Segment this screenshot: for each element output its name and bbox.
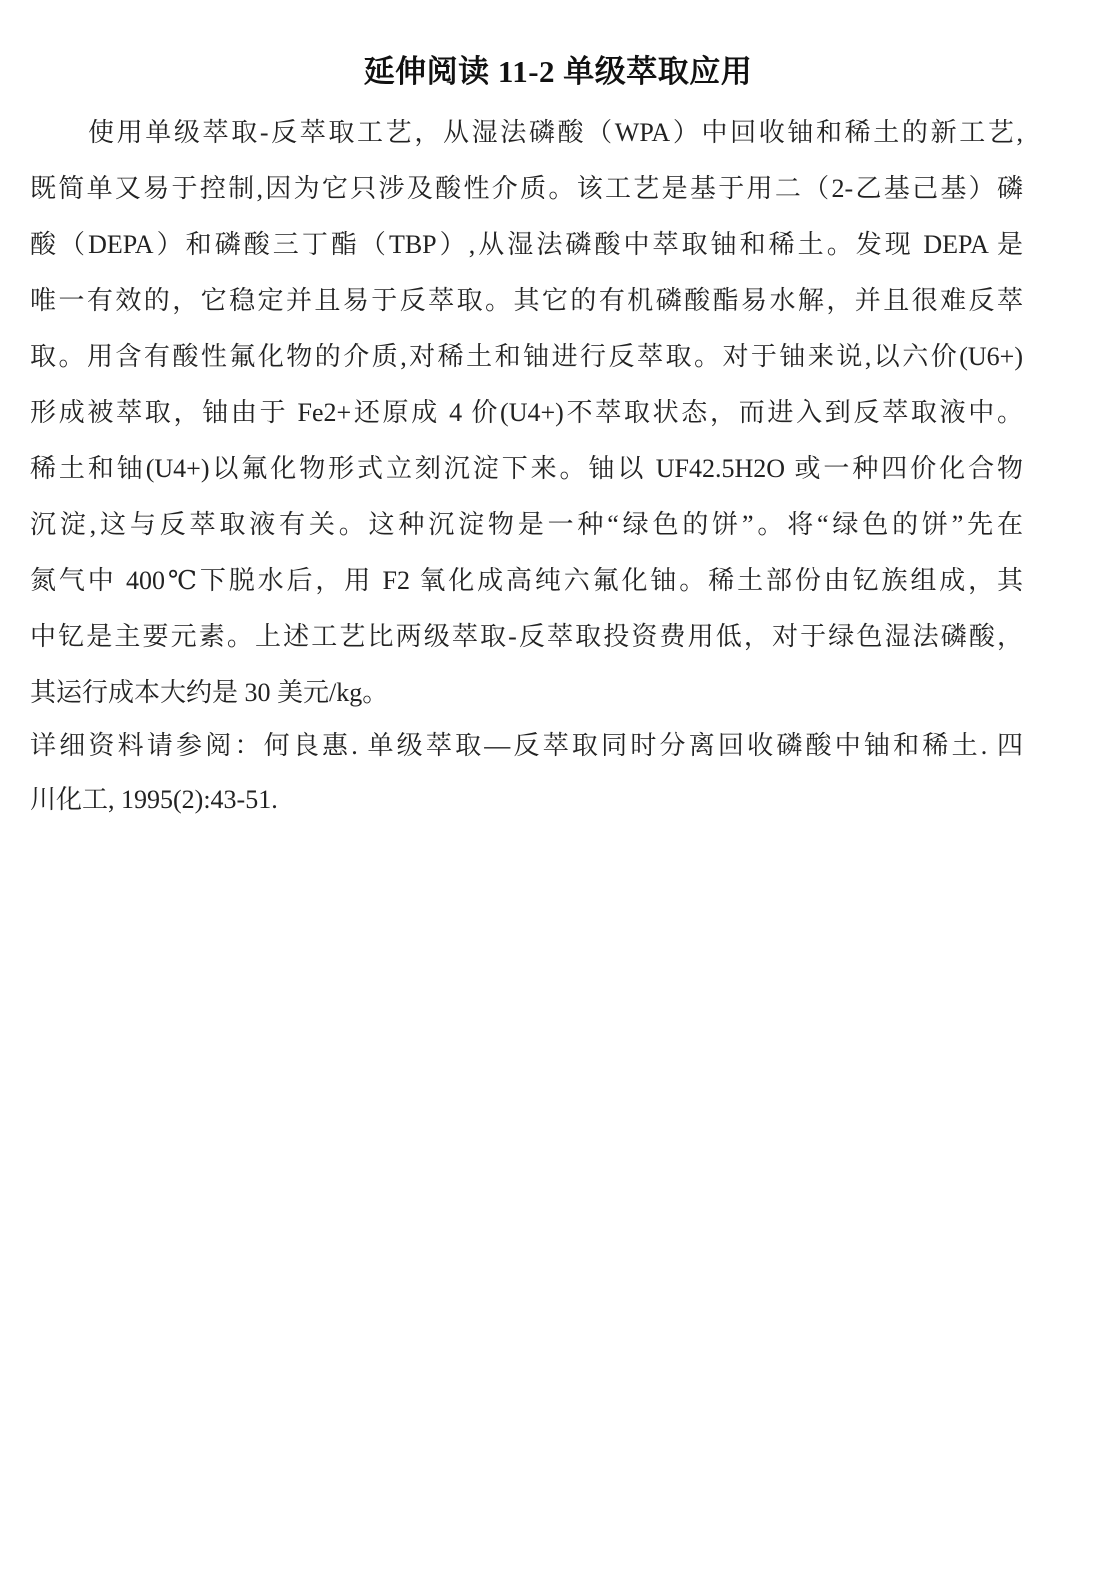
body-line: 其运行成本大约是 30 美元/kg。 xyxy=(30,678,389,707)
body-line: 中钇是主要元素。上述工艺比两级萃取-反萃取投资费用低，对于绿色湿法磷酸， xyxy=(30,622,1023,651)
body-line: 使用单级萃取-反萃取工艺，从湿法磷酸（WPA）中回收铀和稀土的新工艺, xyxy=(88,118,1023,147)
reference-line: 川化工, 1995(2):43-51. xyxy=(30,785,278,814)
body-line: 稀土和铀(U4+)以氟化物形式立刻沉淀下来。铀以 UF42.5H2O 或一种四价化合物 xyxy=(30,454,1023,483)
body-line: 取。用含有酸性氟化物的介质,对稀土和铀进行反萃取。对于铀来说,以六价(U6+) xyxy=(30,342,1023,371)
body-line: 既简单又易于控制,因为它只涉及酸性介质。该工艺是基于用二（2-乙基己基）磷 xyxy=(30,174,1023,203)
body-line: 氮气中 400℃下脱水后，用 F2 氧化成高纯六氟化铀。稀土部份由钇族组成，其 xyxy=(30,566,1023,595)
page-title: 延伸阅读 11-2 单级萃取应用 xyxy=(363,54,753,89)
body-line: 唯一有效的，它稳定并且易于反萃取。其它的有机磷酸酯易水解，并且很难反萃 xyxy=(30,286,1023,315)
body-line: 沉淀,这与反萃取液有关。这种沉淀物是一种“绿色的饼”。将“绿色的饼”先在 xyxy=(30,510,1023,539)
body-line: 酸（DEPA）和磷酸三丁酯（TBP）,从湿法磷酸中萃取铀和稀土。发现 DEPA 是 xyxy=(30,230,1023,259)
reference-line: 详细资料请参阅：何良惠. 单级萃取—反萃取同时分离回收磷酸中铀和稀土. 四 xyxy=(30,731,1023,760)
body-line: 形成被萃取，铀由于 Fe2+还原成 4 价(U4+)不萃取状态，而进入到反萃取液中。 xyxy=(30,398,1023,427)
